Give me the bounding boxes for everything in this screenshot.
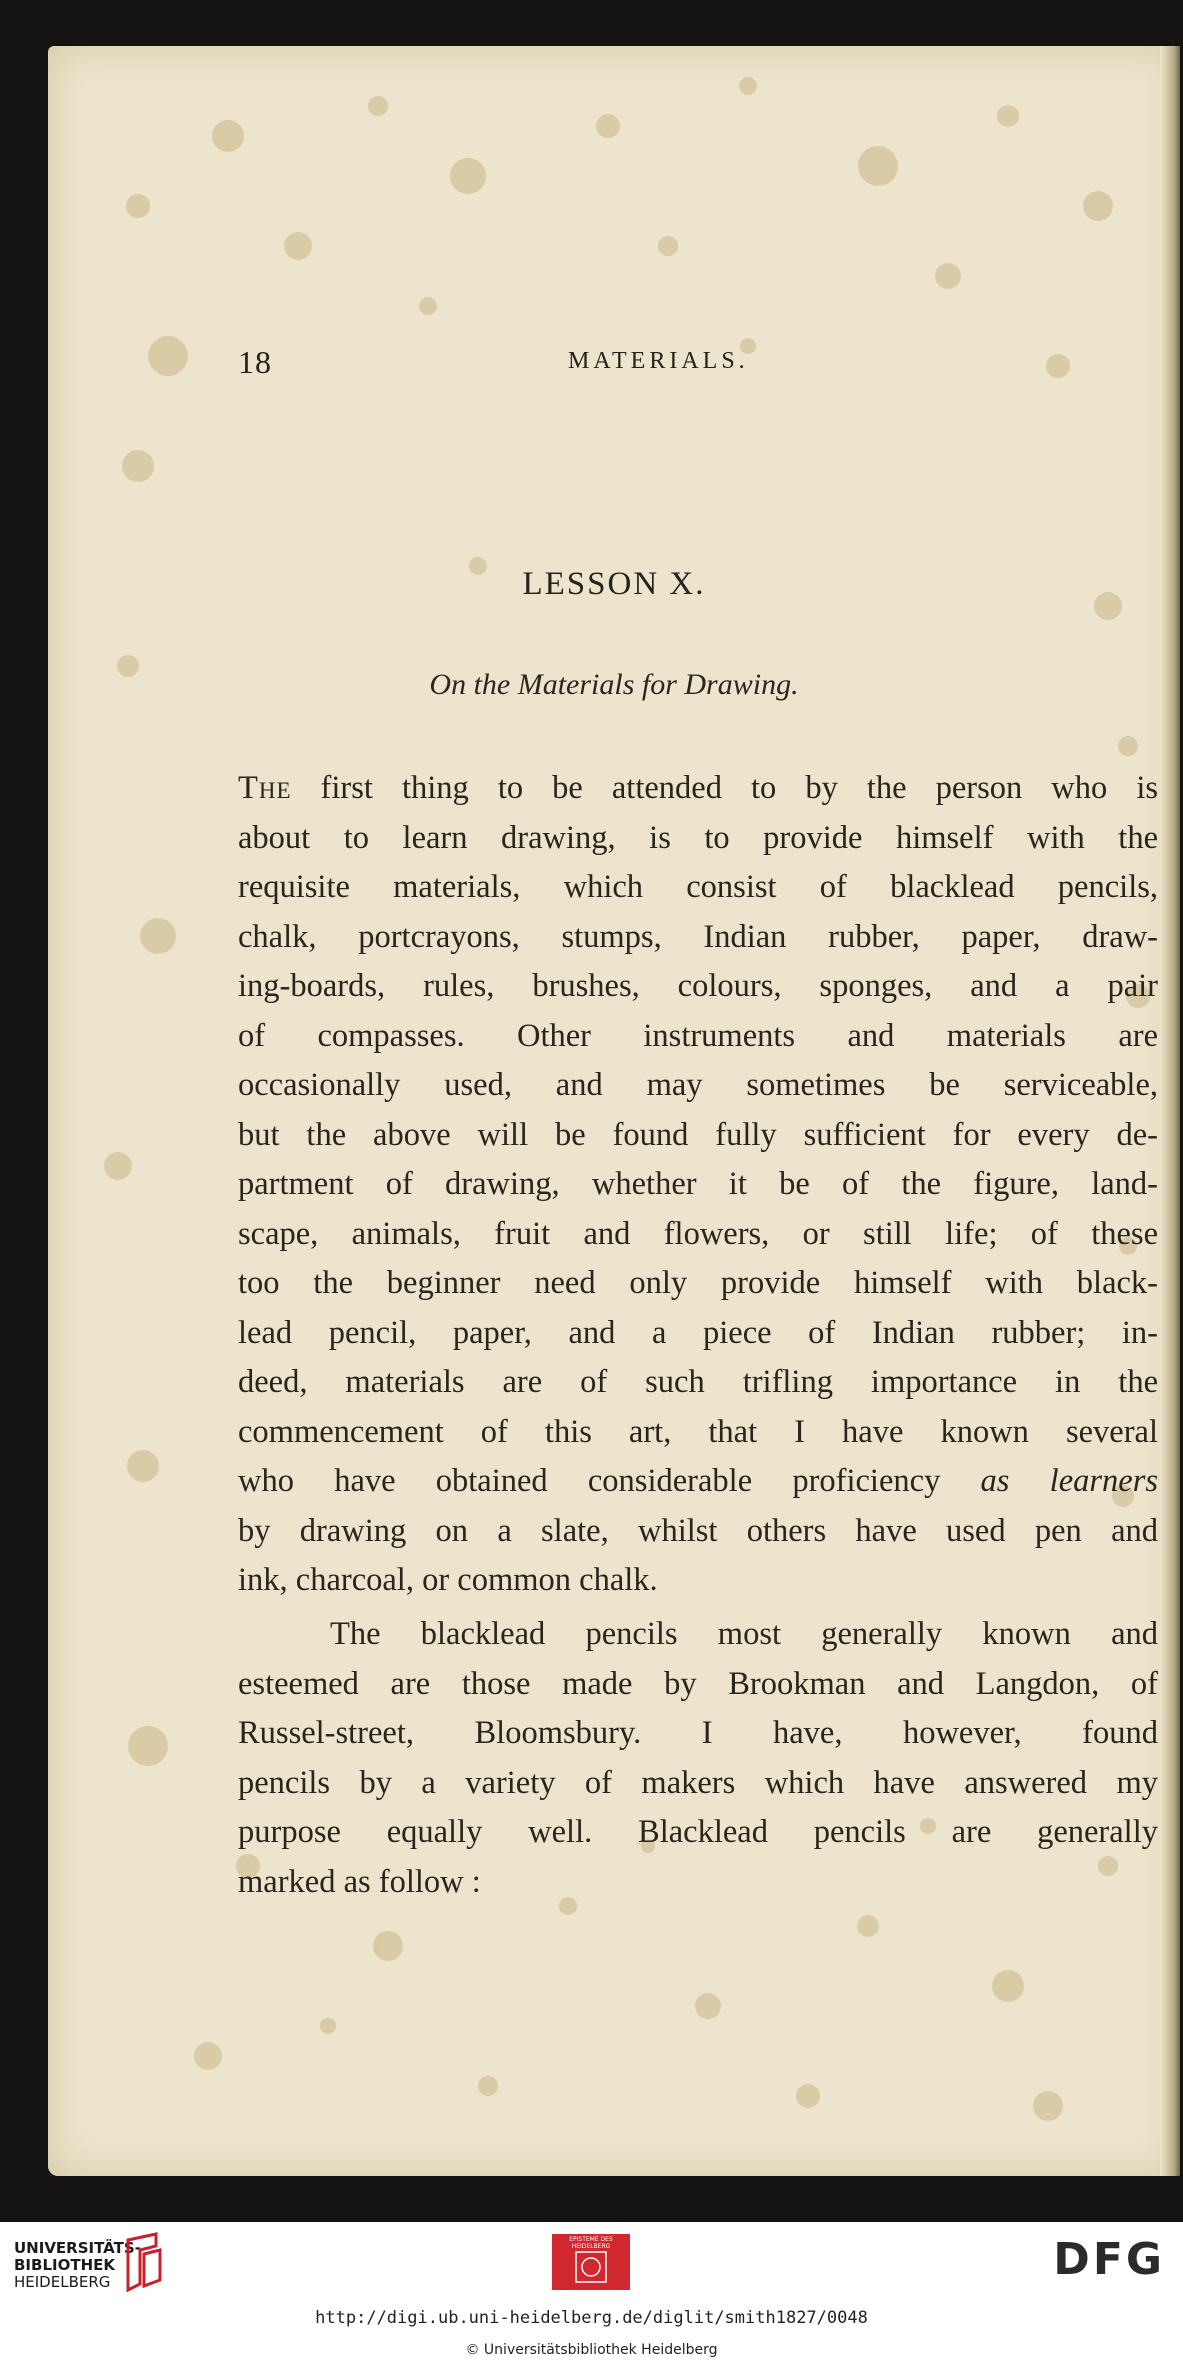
italic-phrase: as learners xyxy=(980,1463,1158,1499)
text-line: lead pencil, paper, and a piece of Indian rubber; in- xyxy=(238,1314,1158,1351)
text-line: pencils by a variety of makers which have answered my xyxy=(238,1764,1158,1801)
book-page xyxy=(48,46,1180,2176)
running-head: MATERIALS. xyxy=(568,348,749,374)
library-mark-icon xyxy=(118,2232,166,2292)
lesson-heading: LESSON X. xyxy=(522,566,706,602)
text-line: esteemed are those made by Brookman and Langdon, of xyxy=(238,1665,1158,1702)
text-line: partment of drawing, whether it be of the figure, land- xyxy=(238,1166,1158,1202)
text-line: marked as follow : xyxy=(238,1863,481,1900)
text-line: The first thing to be attended to by the person who is xyxy=(238,770,1158,806)
text-line: by drawing on a slate, whilst others have used pen and xyxy=(238,1512,1158,1549)
text-line: deed, materials are of such trifling importance in the xyxy=(238,1364,1158,1400)
text-line: chalk, portcrayons, stumps, Indian rubber, paper, draw- xyxy=(238,918,1158,955)
library-name-line-2: BIBLIOTHEK xyxy=(14,2256,115,2274)
text-line: of compasses. Other instruments and materials are xyxy=(238,1017,1158,1054)
drop-word: The xyxy=(238,770,292,806)
text-line: The blacklead pencils most generally known and xyxy=(330,1616,1158,1652)
heidelberg-seal-logo[interactable]: EPISTEMÉ DES HEIDELBERG xyxy=(552,2234,630,2290)
text-line: Russel-street, Bloomsbury. I have, however, found xyxy=(238,1715,1158,1751)
paragraph-2 xyxy=(238,1610,1158,1907)
text-line: ink, charcoal, or common chalk. xyxy=(238,1562,658,1598)
text-line: who have obtained considerable proficiency as learners xyxy=(238,1463,1158,1499)
permalink-url[interactable]: http://digi.ub.uni-heidelberg.de/diglit/smith1827/0048 xyxy=(315,2308,868,2328)
text-line: ing-boards, rules, brushes, colours, sponges, and a pair xyxy=(238,968,1158,1004)
text-line: scape, animals, fruit and flowers, or still life; of these xyxy=(238,1215,1158,1252)
page-edge-shadow xyxy=(1160,46,1180,2176)
viewer-footer xyxy=(0,2222,1183,2370)
library-name-line-3: HEIDELBERG xyxy=(14,2273,111,2291)
paragraph-1 xyxy=(238,764,1158,1606)
text-line: purpose equally well. Blacklead pencils are generally xyxy=(238,1814,1158,1850)
lesson-subtitle: On the Materials for Drawing. xyxy=(429,668,799,701)
copyright-notice: © Universitätsbibliothek Heidelberg xyxy=(465,2342,718,2358)
library-name-line-1: UNIVERSITÄTS- xyxy=(14,2239,141,2257)
text-line: requisite materials, which consist of blacklead pencils, xyxy=(238,869,1158,905)
page-number: 18 xyxy=(238,344,272,380)
text-line: too the beginner need only provide himself with black- xyxy=(238,1265,1158,1301)
text-line: about to learn drawing, is to provide himself with the xyxy=(238,819,1158,856)
dfg-logo[interactable]: DFG xyxy=(1053,2234,1165,2285)
text-line: occasionally used, and may sometimes be serviceable, xyxy=(238,1067,1158,1103)
text-line: but the above will be found fully sufficient for every de- xyxy=(238,1116,1158,1153)
text-line: commencement of this art, that I have known several xyxy=(238,1413,1158,1450)
